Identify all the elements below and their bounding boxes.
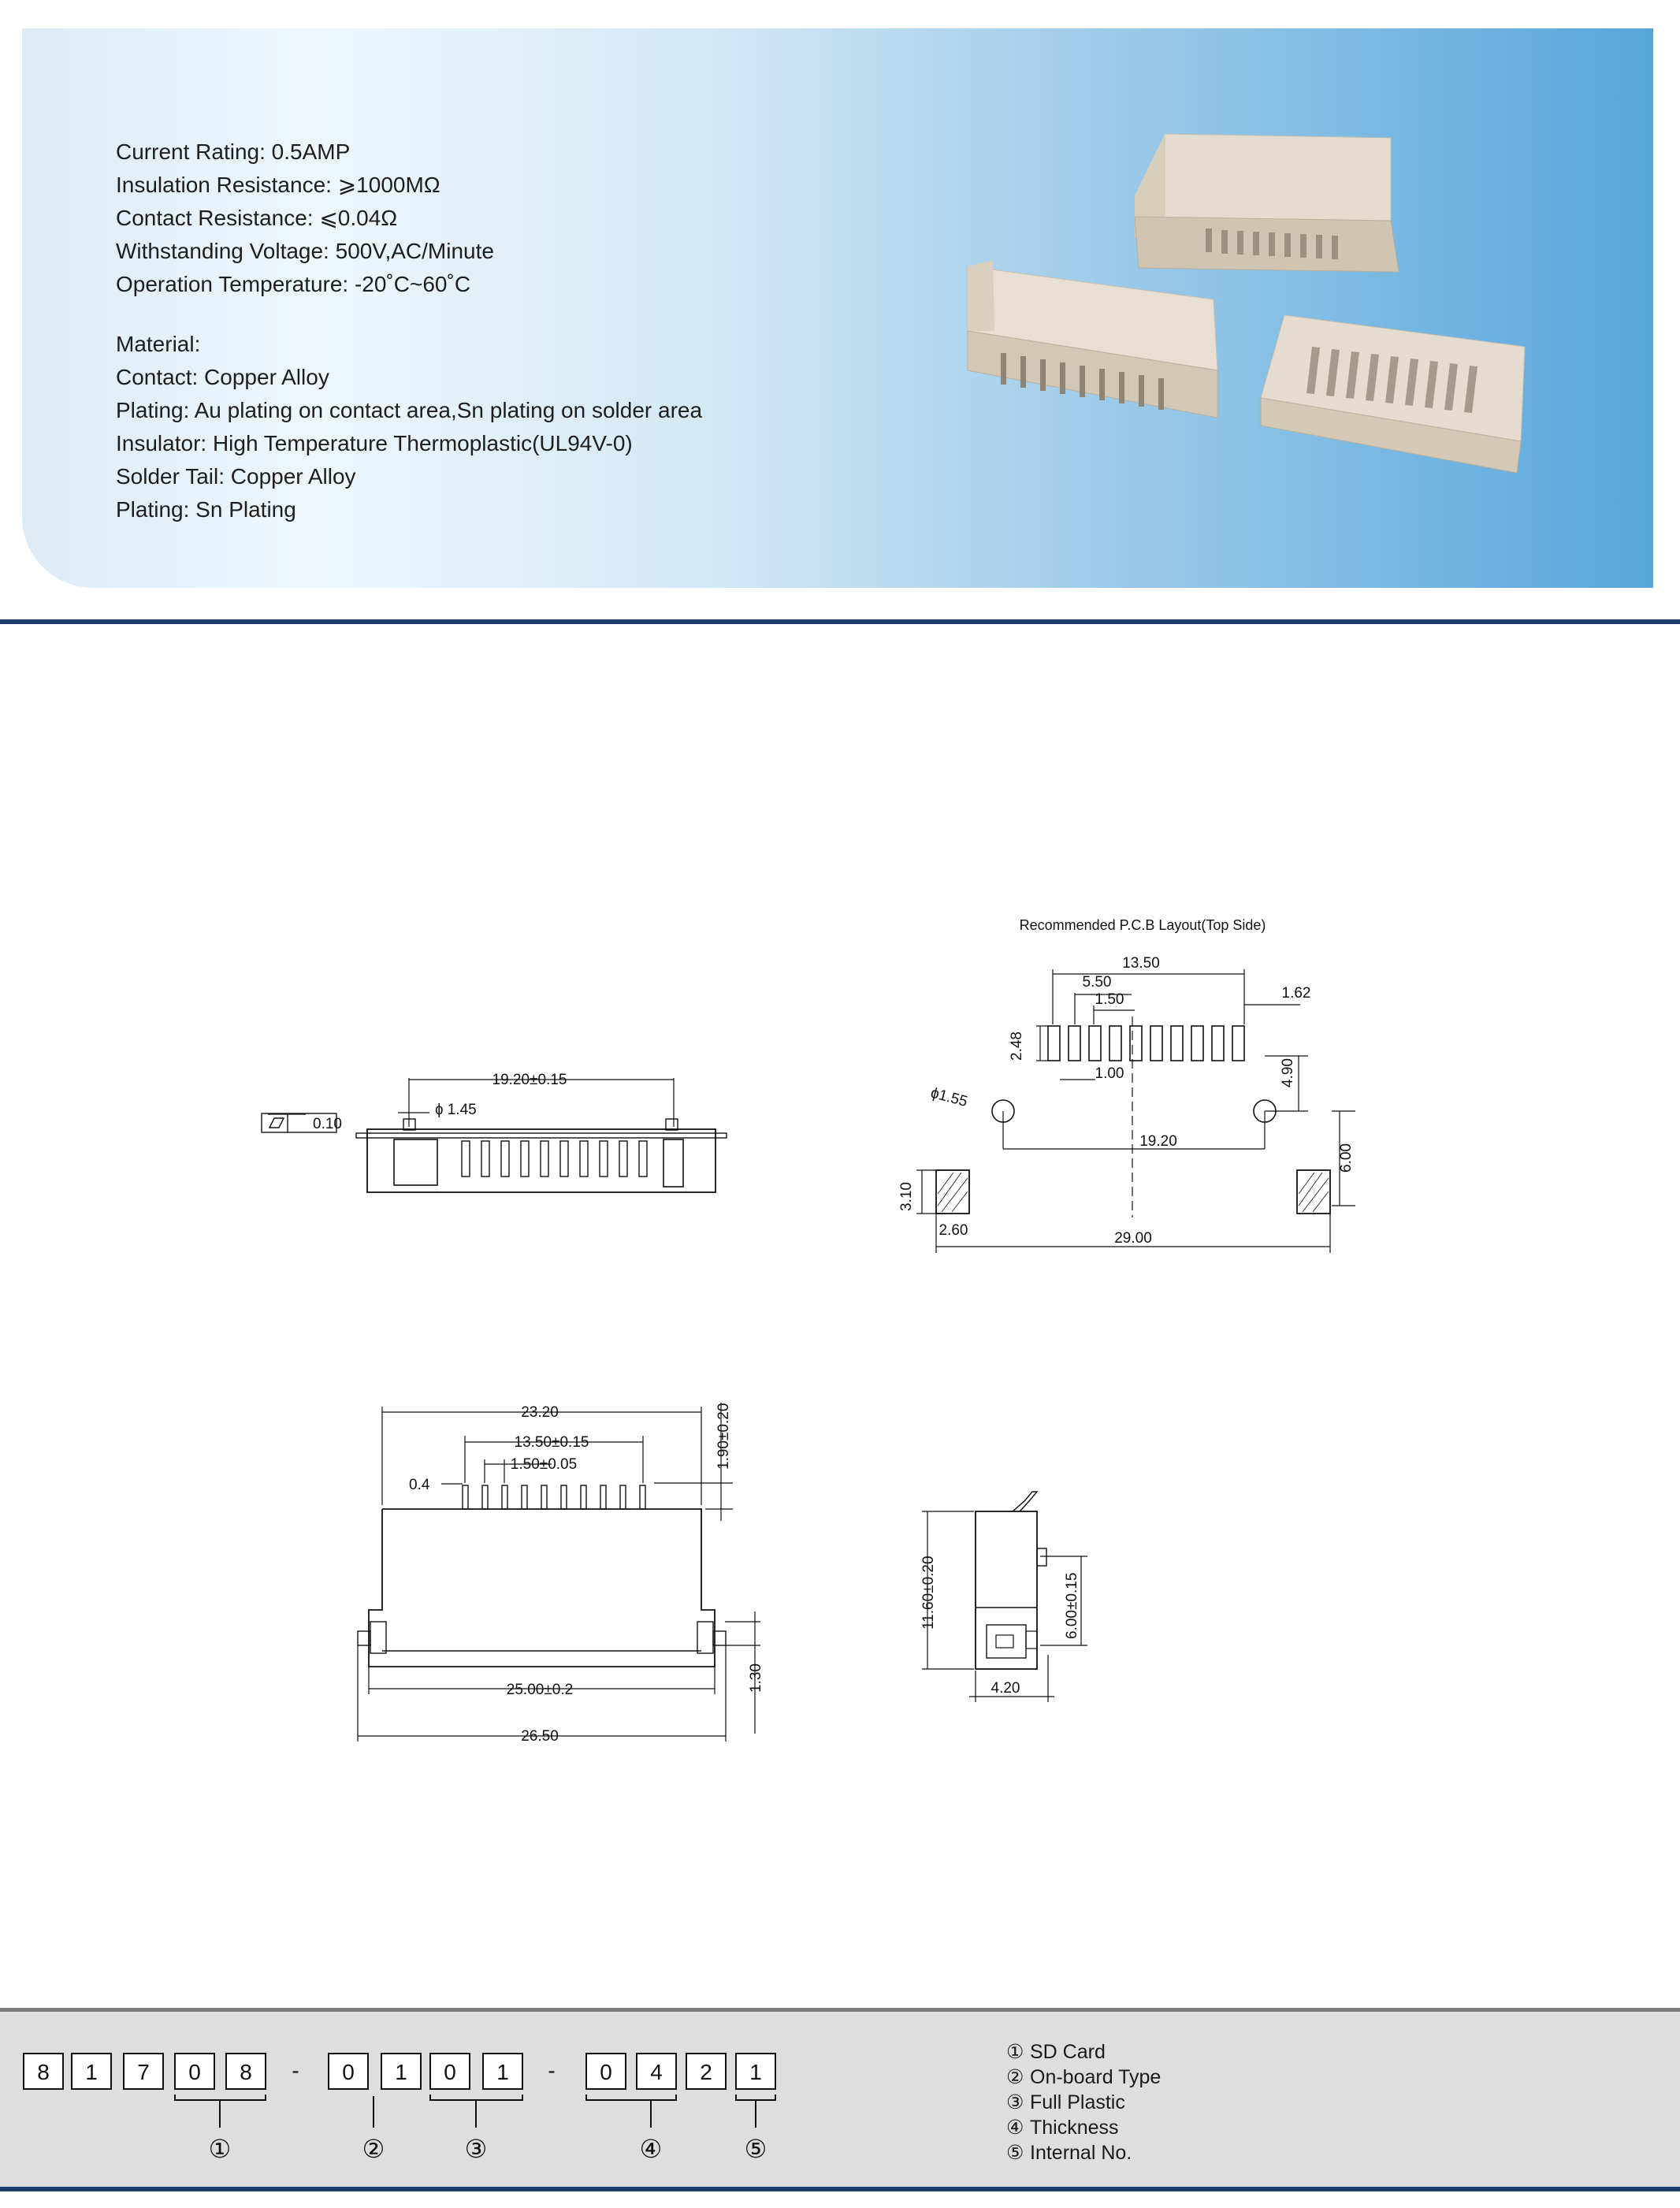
part-digit: 8 bbox=[37, 2060, 50, 2084]
pcb-dim-1920: 19.20 bbox=[1139, 1133, 1177, 1150]
front-dim-phi: ɸ 1.45 bbox=[435, 1102, 477, 1118]
pcb-dim-248: 2.48 bbox=[1009, 1032, 1025, 1061]
part-digit: 0 bbox=[600, 2060, 612, 2084]
top-dim-130: 1.30 bbox=[748, 1663, 764, 1693]
part-marker: ⑤ bbox=[744, 2135, 768, 2163]
material-plating: Plating: Au plating on contact area,Sn plating on solder area bbox=[116, 398, 703, 422]
part-marker: ④ bbox=[639, 2135, 663, 2163]
material-solder-tail: Solder Tail: Copper Alloy bbox=[116, 464, 356, 489]
legend-text: Internal No. bbox=[1030, 2142, 1132, 2164]
legend-mark: ③ bbox=[1006, 2091, 1024, 2113]
legend-text: Thickness bbox=[1030, 2117, 1119, 2139]
legend-item bbox=[1006, 2115, 1161, 2140]
part-digit: 0 bbox=[342, 2060, 355, 2084]
part-marker: ③ bbox=[464, 2135, 488, 2163]
part-digit: 1 bbox=[85, 2060, 98, 2084]
material-insulator: Insulator: High Temperature Thermoplastic(UL94V-0) bbox=[116, 431, 633, 455]
pcb-dim-150: 1.50 bbox=[1095, 991, 1124, 1008]
pcb-dim-2900: 29.00 bbox=[1114, 1230, 1152, 1247]
pcb-dim-550: 5.50 bbox=[1082, 974, 1112, 991]
part-digit: 1 bbox=[749, 2060, 762, 2084]
part-separator: - bbox=[548, 2058, 556, 2083]
spec-voltage: Withstanding Voltage: 500V,AC/Minute bbox=[116, 239, 494, 263]
side-dim-420: 4.20 bbox=[991, 1680, 1020, 1697]
pcb-dim-260: 2.60 bbox=[938, 1222, 968, 1239]
legend-item bbox=[1006, 2065, 1161, 2090]
part-digit: 7 bbox=[137, 2060, 150, 2084]
part-digit: 1 bbox=[496, 2060, 509, 2084]
material-plating-tail: Plating: Sn Plating bbox=[116, 497, 296, 522]
part-digit: 0 bbox=[444, 2060, 456, 2084]
legend-item bbox=[1006, 2039, 1161, 2065]
part-marker: ② bbox=[362, 2135, 385, 2163]
part-digit: 8 bbox=[240, 2060, 252, 2084]
legend-mark: ② bbox=[1006, 2066, 1024, 2088]
part-marker: ① bbox=[208, 2135, 232, 2163]
pcb-dim-310: 3.10 bbox=[898, 1182, 915, 1211]
legend-item bbox=[1006, 2140, 1161, 2165]
part-separator: - bbox=[292, 2058, 299, 2083]
legend-mark: ④ bbox=[1006, 2117, 1024, 2139]
top-dim-2650: 26.50 bbox=[521, 1728, 559, 1745]
pcb-dim-1350: 13.50 bbox=[1122, 955, 1160, 972]
top-dim-04: 0.4 bbox=[409, 1477, 430, 1493]
material-contact: Contact: Copper Alloy bbox=[116, 365, 329, 389]
top-dim-2500: 25.00±0.2 bbox=[506, 1682, 574, 1698]
part-legend bbox=[1006, 2039, 1161, 2165]
legend-item bbox=[1006, 2090, 1161, 2115]
side-dim-1160: 11.60±0.20 bbox=[920, 1556, 937, 1630]
pcb-dim-100: 1.00 bbox=[1095, 1065, 1124, 1082]
pcb-dim-phi: ɸ1.55 bbox=[928, 1084, 969, 1111]
legend-text: Full Plastic bbox=[1030, 2091, 1125, 2113]
pcb-title: Recommended P.C.B Layout(Top Side) bbox=[1019, 917, 1266, 933]
pcb-dim-490: 4.90 bbox=[1280, 1058, 1296, 1087]
material-heading: Material: bbox=[116, 332, 201, 356]
front-dim-width: 19.20±0.15 bbox=[492, 1072, 567, 1088]
pcb-dim-162: 1.62 bbox=[1281, 985, 1311, 1002]
top-dim-150: 1.50±0.05 bbox=[510, 1456, 578, 1473]
legend-text: SD Card bbox=[1030, 2041, 1106, 2063]
part-digit: 4 bbox=[650, 2060, 663, 2084]
top-dim-1350: 13.50±0.15 bbox=[514, 1434, 589, 1451]
legend-mark: ⑤ bbox=[1006, 2142, 1024, 2164]
front-dim-flatness: 0.10 bbox=[313, 1116, 342, 1132]
top-dim-2320: 23.20 bbox=[521, 1404, 559, 1421]
spec-current: Current Rating: 0.5AMP bbox=[116, 139, 351, 164]
legend-text: On-board Type bbox=[1030, 2066, 1162, 2088]
pcb-dim-600: 6.00 bbox=[1338, 1143, 1355, 1173]
legend-mark: ① bbox=[1006, 2041, 1024, 2063]
top-dim-190: 1.90±0.20 bbox=[715, 1403, 732, 1470]
spec-temperature: Operation Temperature: -20˚C~60˚C bbox=[116, 272, 471, 296]
part-digit: 1 bbox=[395, 2060, 407, 2084]
spec-insulation: Insulation Resistance: ⩾1000MΩ bbox=[116, 173, 440, 197]
part-digit: 2 bbox=[700, 2060, 712, 2084]
side-dim-600: 6.00±0.15 bbox=[1064, 1572, 1080, 1639]
spec-contact-resistance: Contact Resistance: ⩽0.04Ω bbox=[116, 206, 398, 230]
part-digit: 0 bbox=[188, 2060, 201, 2084]
